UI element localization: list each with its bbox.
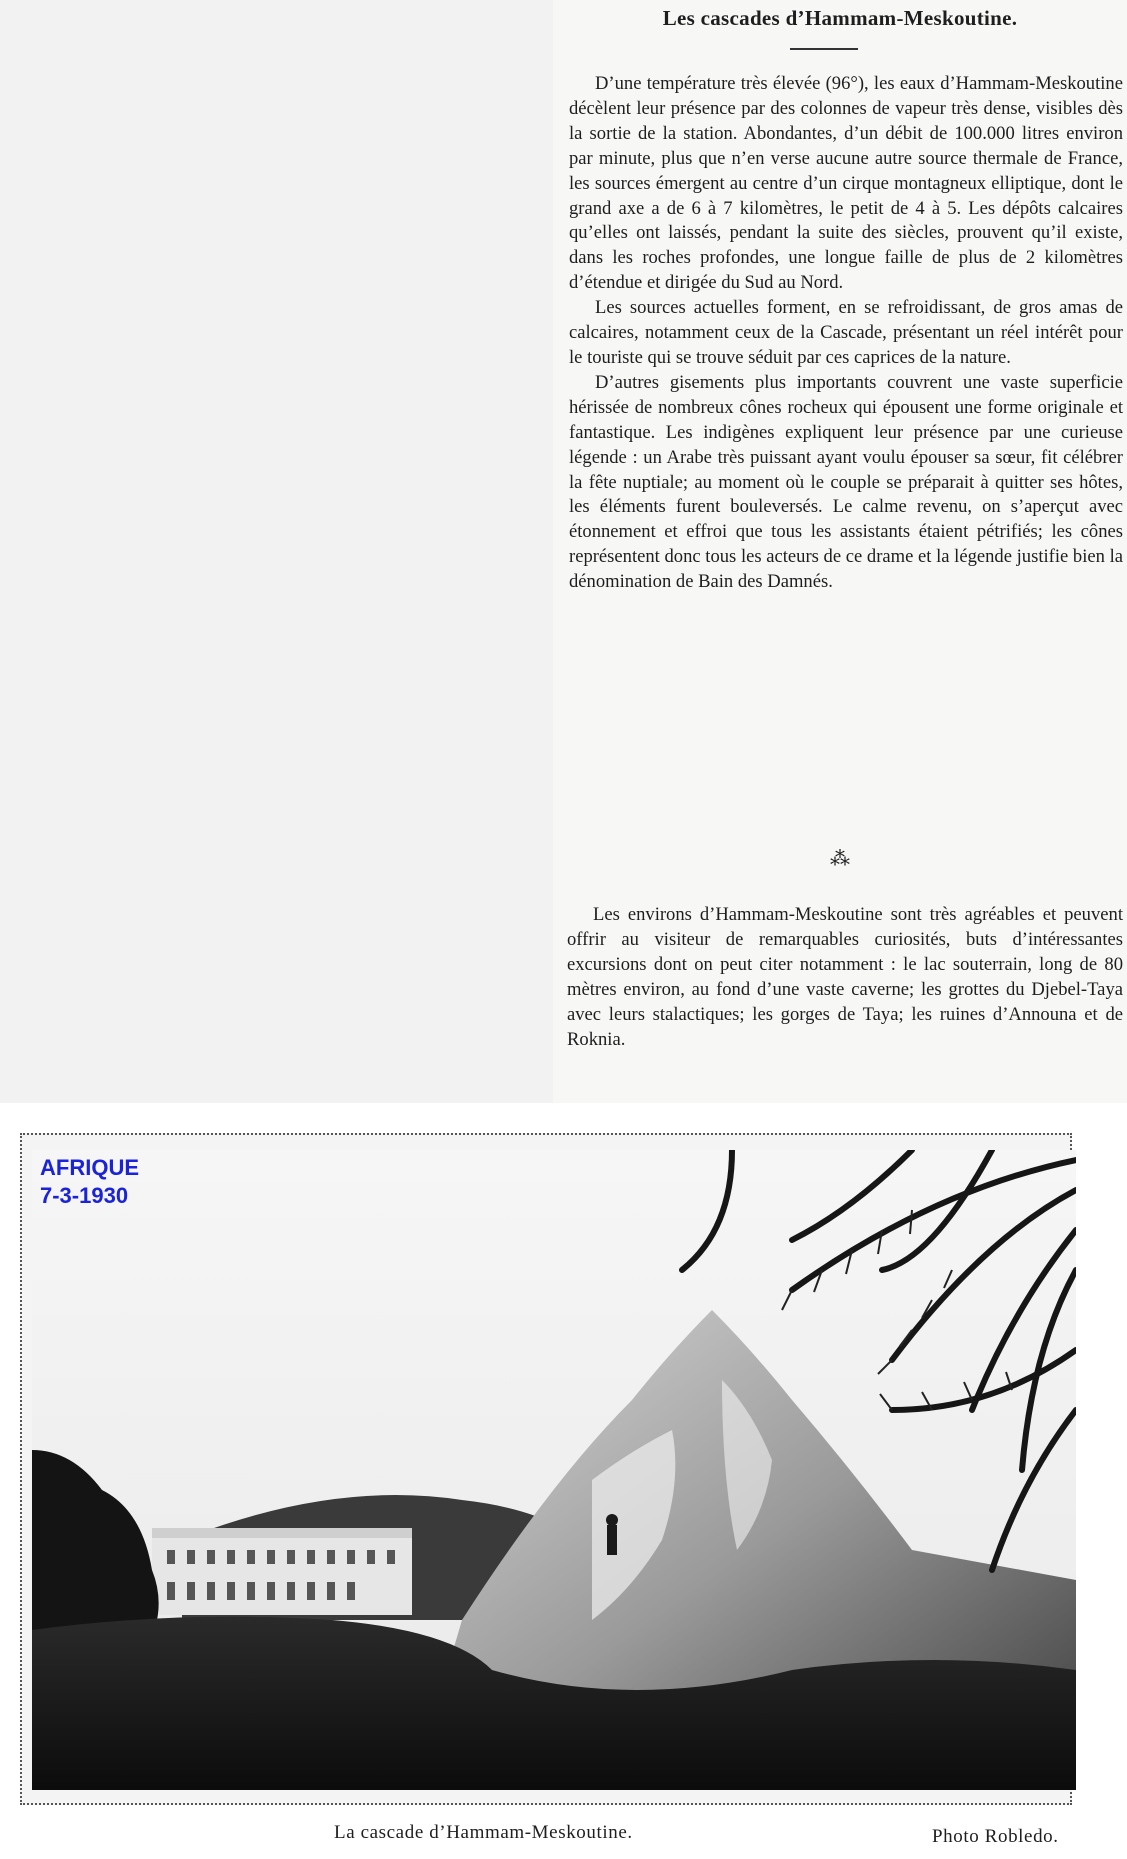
paragraph: D’une température très élevée (96°), les eaux d’Hammam-Meskoutine décèlent leur présence par des colonnes de vapeur très dense, visibles dès la sortie de la station. Abondantes, d’un débit de 100.000 litres environ par minute, plus que n’en verse aucune autre source thermale de France, les sources émergent au centre d’un cirque montagneux elliptique, dont le grand axe a de 6 à 7 kilomètres, le petit de 4 à 5. Les dépôts calcaires qu’elles ont laissés, pendant la suite des siècles, prouvent qu’il existe, dans les roches profondes, une longue faille de plus de 2 kilomètres d’étendue et dirigée du Sud au Nord. [569,73,1123,294]
paragraph: Les environs d’Hammam-Meskoutine sont très agréables et peuvent offrir au visiteur de remarquables curiosités, buts d’intéressantes excursions dont on peut citer notamment : le lac souterrain, long de 80 mètres environ, au fond d’une vaste caverne; les grottes du Djebel-Taya avec leurs stalactiques; les gorges de Taya; les ruines d’Announa et de Roknia. [567,904,1123,1050]
blank-margin [0,0,553,1103]
asterism-separator: ⁂ [830,848,850,870]
source-label-title: AFRIQUE [40,1155,139,1180]
title-rule [790,48,858,50]
article-column [553,0,1127,1103]
photo-cascade [32,1150,1076,1790]
photo-frame [20,1133,1072,1805]
photo-caption: La cascade d’Hammam-Meskoutine. [334,1822,633,1843]
article-title: Les cascades d’Hammam-Meskoutine. [662,6,1018,30]
source-label [40,1154,139,1210]
paragraph: D’autres gisements plus importants couvrent une vaste superficie hérissée de nombreux cônes rocheux qui épousent une forme originale et fantastique. Les indigènes expliquent leur présence par une curieuse légende : un Arabe très puissant ayant voulu épouser sa sœur, fit célébrer la fête nuptiale; au moment où le couple se préparait à quitter ses hôtes, les éléments furent bouleversés. Le calme revenu, on s’aperçut avec étonnement et effroi que tous les assistants étaient pétrifiés; les cônes représentent donc tous les acteurs de ce drame et la légende justifie bien la dénomination de Bain des Damnés. [569,371,1123,593]
article-body [569,72,1123,595]
paragraph: Les sources actuelles forment, en se refroidissant, de gros amas de calcaires, notamment ceux de la Cascade, présentant un réel intérêt pour le touriste qui se trouve séduit par ces caprices de la nature. [569,297,1123,368]
hotel-building [152,1528,412,1615]
source-label-date: 7-3-1930 [40,1183,129,1208]
article-closing [567,903,1123,1052]
photo-credit: Photo Robledo. [932,1826,1059,1847]
